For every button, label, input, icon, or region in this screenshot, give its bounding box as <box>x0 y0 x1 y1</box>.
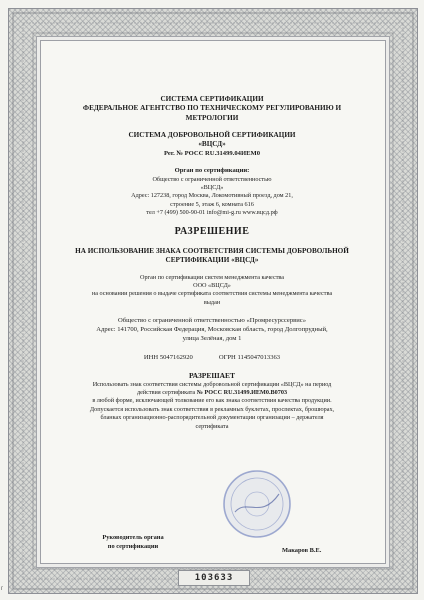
system-reg-number: Рег. № РОСС RU.31499.04ИЕМ0 <box>163 149 260 157</box>
holder-inn: ИНН 5047162920 <box>143 353 193 361</box>
holder-address-1: Адрес: 141700, Российская Федерация, Московская область, город Долгопрудный, <box>96 325 328 333</box>
certificate-number: № РОСС RU.31499.ИЕМ0.В0703 <box>196 389 288 397</box>
holder-ogrn: ОГРН 1145047013363 <box>218 353 281 361</box>
permits-line-3: в любой форме, исключающей толкование его как знака соответствия качества продукции. <box>92 397 332 405</box>
purpose-line-2: СЕРТИФИКАЦИИ «ВЦСД» <box>165 256 259 265</box>
permits-line-1: Использовать знак соответствия системы добровольной сертификации «ВЦСД» на период <box>92 380 332 388</box>
issuer-line-4: выдан <box>203 298 221 306</box>
permits-line-2-text: действия сертификата <box>136 389 197 397</box>
serial-number: 103633 <box>178 570 250 586</box>
issuer-line-2: ООО «ВЦСД» <box>193 281 231 289</box>
system-line-2: «ВЦСД» <box>198 140 226 149</box>
holder-ids <box>44 354 380 363</box>
permits-line-6: сертификата <box>195 422 229 430</box>
header-line-3: МЕТРОЛОГИИ <box>185 113 239 122</box>
permits-title: РАЗРЕШАЕТ <box>188 370 236 380</box>
round-seal-stamp <box>221 468 293 540</box>
signature-role-1: Руководитель органа <box>102 534 164 541</box>
cert-body-name-2: «ВЦСД» <box>200 183 224 191</box>
holder-name: Общество с ограниченной ответственностью «Промресурссервис» <box>117 317 307 325</box>
cert-body-address-2: строение 5, этаж 6, комната 616 <box>170 200 254 208</box>
header-line-2: ФЕДЕРАЛЬНОЕ АГЕНТСТВО ПО ТЕХНИЧЕСКОМУ РЕГУЛИРОВАНИЮ И <box>82 104 342 113</box>
purpose-line-1: НА ИСПОЛЬЗОВАНИЕ ЗНАКА СООТВЕТСТВИЯ СИСТЕМЫ ДОБРОВОЛЬНОЙ <box>75 246 349 255</box>
signature-role-2: по сертификации <box>107 542 159 550</box>
signature-name: Макаров В.Е. <box>282 547 322 554</box>
holder-address-2: улица Зелёная, дом 1 <box>182 334 242 342</box>
permits-line-4: Допускается использовать знак соответствия в рекламных буклетах, проспектах, брошюрах, <box>89 405 335 413</box>
header-line-1: СИСТЕМА СЕРТИФИКАЦИИ <box>160 95 264 103</box>
permits-line-5: бланках организационно-распорядительной документации организации – держателя <box>100 414 324 422</box>
cert-body-contacts: тел +7 (499) 500-90-01 info@mi-g.ru www.вцсд.рф <box>146 209 278 217</box>
document-body <box>44 95 380 431</box>
corner-mark: г <box>1 586 4 592</box>
issuer-line-3: на основании решения о выдаче сертификата соответствия системы менеджмента качества <box>91 290 333 298</box>
issuer-line-1: Орган по сертификации систем менеджмента качества <box>140 273 284 281</box>
signature-role <box>78 534 188 552</box>
cert-body-name-1: Общество с ограниченной ответственностью <box>152 175 272 183</box>
cert-body-address-1: Адрес: 127238, город Москва, Локомотивный проезд, дом 21, <box>131 192 293 200</box>
system-line-1: СИСТЕМА ДОБРОВОЛЬНОЙ СЕРТИФИКАЦИИ <box>128 131 296 140</box>
permits-line-2 <box>44 389 380 397</box>
cert-body-title: Орган по сертификации: <box>174 166 250 174</box>
document-title: РАЗРЕШЕНИЕ <box>174 226 250 238</box>
